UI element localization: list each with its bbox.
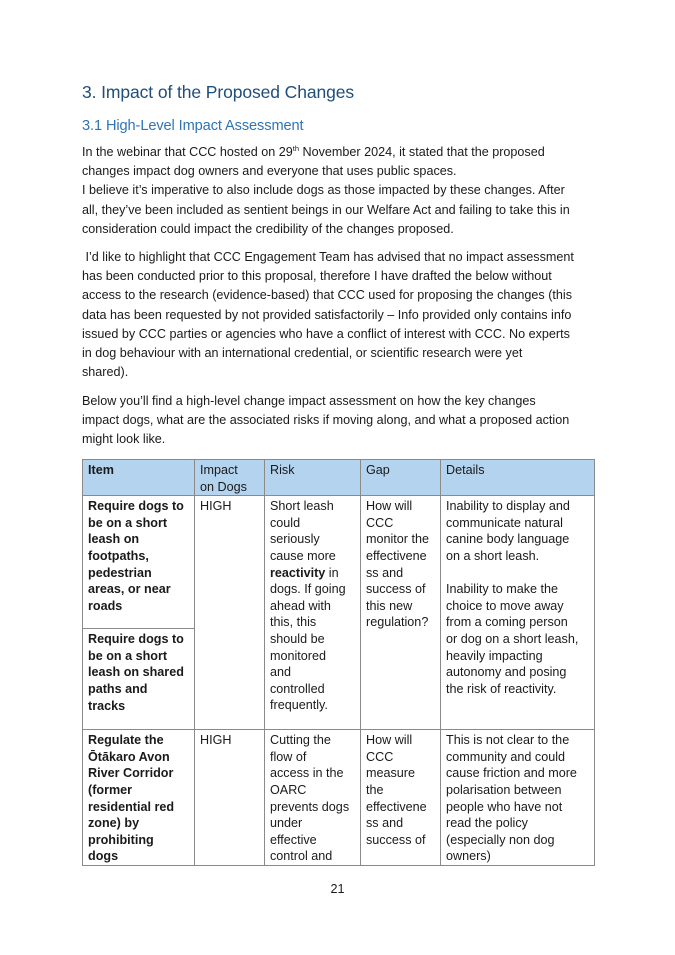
page-number: 21 [330,882,345,896]
header-impact [195,460,265,496]
text-run: November 2024, it stated that the proposed [299,145,545,159]
header-risk: Risk [265,460,361,496]
header-item: Item [83,460,195,496]
cell-line: Short leash [270,499,334,514]
cell-line: heavily impacting [446,648,543,663]
paragraph-line: I believe it’s imperative to also include dogs as those impacted by these changes. After [82,183,565,198]
item-cell [83,730,195,866]
cell-line: cause friction and more [446,766,577,781]
text-run: In the webinar that CCC hosted on 29 [82,145,293,159]
cell-line: or dog on a short leash, [446,631,579,646]
cell-line: Regulate the [88,733,164,748]
cell-line: CCC [366,749,394,764]
superscript: th [292,144,299,153]
risk-cell [265,496,361,730]
cell-line: Require dogs to [88,632,184,647]
cell-line: effective [270,832,317,847]
cell-line: monitor the [366,532,429,547]
cell-line: measure [366,766,415,781]
cell-line: this new [366,598,413,613]
cell-line: effectivene [366,548,427,563]
paragraph-line: data has been requested by not provided satisfactorily – Info provided only contains info [82,307,572,322]
cell-line: How will [366,733,413,748]
cell-line: ahead with [270,598,331,613]
cell-line: effectivene [366,799,427,814]
cell-line: access in the [270,766,344,781]
cell-line: frequently. [270,698,328,713]
cell-line: controlled [270,681,325,696]
cell-line: How will [366,499,413,514]
emphasis: reactivity [270,565,326,580]
cell-line: River Corridor [88,766,174,781]
paragraph-line [82,143,594,162]
subsection-heading: 3.1 High-Level Impact Assessment [82,118,304,134]
cell-line: regulation? [366,615,429,630]
cell-line: pedestrian [88,565,152,580]
cell-line: Inability to make the [446,582,559,597]
header-line: Impact [200,463,238,477]
paragraph-line: impact dogs, what are the associated risks if moving along, and what a proposed action [82,413,570,428]
cell-line: Inability to display and [446,499,570,514]
paragraph-line: might look like. [82,432,166,447]
impact-cell: HIGH [195,496,265,730]
details-cell [441,496,595,730]
impact-assessment-table [82,459,595,866]
cell-line: be on a short [88,515,168,530]
cell-line: on a short leash. [446,548,540,563]
cell-line: tracks [88,698,126,713]
risk-cell [265,730,361,866]
cell-line [270,565,355,582]
cell-line: residential red [88,799,175,814]
table-row [83,496,595,629]
paragraph-line: shared). [82,365,129,380]
details-cell [441,730,595,866]
cell-line: and [270,665,292,680]
cell-line: success of [366,832,426,847]
paragraph-engagement [82,248,594,382]
cell-line: seriously [270,532,320,547]
cell-line: Ōtākaro Avon [88,749,170,764]
cell-line: roads [88,598,123,613]
cell-line: prohibiting [88,832,154,847]
cell-line: control and [270,849,333,864]
cell-line: polarisation between [446,782,562,797]
cell-line: leash on [88,532,140,547]
paragraph-line: access to the research (evidence-based) that CCC used for proposing the changes (this [82,288,573,303]
cell-line: the risk of reactivity. [446,681,557,696]
cell-line: OARC [270,782,307,797]
paragraph-line: all, they’ve been included as sentient beings in our Welfare Act and failing to take this in [82,202,570,217]
cell-line: choice to move away [446,598,564,613]
paragraph-line: issued by CCC parties or agencies who have a conflict of interest with CCC. No experts [82,326,570,341]
cell-line: could [270,515,301,530]
cell-line: dogs [88,849,119,864]
cell-line: canine body language [446,532,570,547]
cell-line: under [270,816,303,831]
cell-line: leash on shared [88,665,184,680]
cell-line: the [366,782,384,797]
header-line: on Dogs [200,479,247,494]
cell-line: success of [366,582,426,597]
cell-line: owners) [446,849,491,864]
cell-line: paths and [88,681,148,696]
item-cell [83,496,195,629]
paragraph-intro-table [82,392,594,450]
cell-line: this, this [270,615,317,630]
cell-line: CCC [366,515,394,530]
paragraph-line: consideration could impact the credibility of the changes proposed. [82,221,454,236]
cell-line: This is not clear to the [446,733,570,748]
cell-line: zone) by [88,816,140,831]
blank-line [446,565,589,582]
cell-line: from a coming person [446,615,568,630]
table-header-row [83,460,595,496]
cell-line: dogs. If going [270,582,346,597]
paragraph-webinar [82,143,594,239]
cell-line: ss and [366,816,404,831]
cell-line: people who have not [446,799,563,814]
header-gap: Gap [361,460,441,496]
cell-line: should be [270,631,325,646]
cell-line: cause more [270,548,336,563]
cell-line: (especially non dog [446,832,555,847]
table-row [83,730,595,866]
impact-cell: HIGH [195,730,265,866]
paragraph-line: Below you’ll find a high-level change impact assessment on how the key changes [82,394,536,408]
paragraph-line: has been conducted prior to this proposal, therefore I have drafted the below without [82,269,552,284]
header-details: Details [441,460,595,496]
cell-line: communicate natural [446,515,563,530]
gap-cell [361,730,441,866]
section-heading: 3. Impact of the Proposed Changes [82,82,355,102]
paragraph-line: changes impact dog owners and everyone that uses public spaces. [82,164,457,179]
cell-line: Require dogs to [88,499,184,514]
cell-line: Cutting the [270,733,331,748]
cell-line: ss and [366,565,404,580]
cell-line: (former [88,782,133,797]
cell-line: flow of [270,749,307,764]
cell-line: autonomy and posing [446,665,567,680]
cell-line: prevents dogs [270,799,350,814]
gap-cell [361,496,441,730]
cell-line: be on a short [88,648,168,663]
paragraph-line: in dog behaviour with an international credential, or scientific research were yet [82,346,523,361]
cell-line: areas, or near [88,582,171,597]
text-run: in [325,565,339,580]
cell-line: read the policy [446,816,528,831]
cell-line: footpaths, [88,548,149,563]
cell-line: monitored [270,648,327,663]
cell-line: community and could [446,749,566,764]
item-cell [83,629,195,730]
paragraph-line: I’d like to highlight that CCC Engagement Team has advised that no impact assessment [82,250,574,264]
